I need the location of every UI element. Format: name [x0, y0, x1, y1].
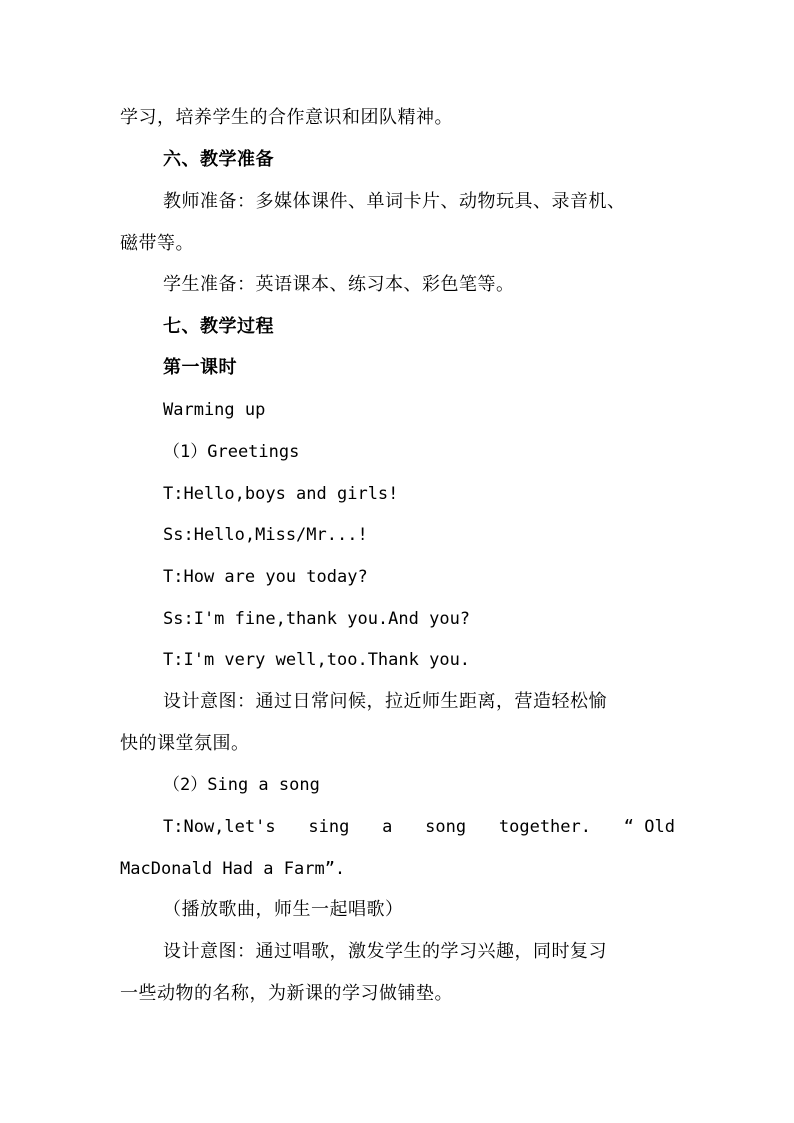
section-heading-process: 七、教学过程 [163, 316, 274, 337]
dialogue-line: Ss:I'm fine,thank you.And you? [163, 609, 471, 629]
design-intent-line: 一些动物的名称，为新课的学习做铺垫。 [120, 983, 453, 1004]
paragraph-line: 学习，培养学生的合作意识和团队精神。 [120, 107, 453, 128]
paragraph-line: 教师准备：多媒体课件、单词卡片、动物玩具、录音机、 [163, 191, 626, 212]
dialogue-line: MacDonald Had a Farm”. [120, 859, 346, 879]
dialogue-line: Ss:Hello,Miss/Mr...! [163, 525, 368, 545]
design-intent-line: 设计意图：通过唱歌，激发学生的学习兴趣，同时复习 [163, 941, 607, 962]
dialogue-line: T:How are you today? [163, 567, 368, 587]
activity-step: （2）Sing a song [163, 775, 320, 795]
song-line-word: a [382, 817, 393, 837]
paragraph-line: 磁带等。 [120, 233, 194, 254]
song-line-word: together. [498, 817, 591, 837]
activity-title: Warming up [163, 400, 266, 420]
dialogue-line: T:Hello,boys and girls! [163, 484, 399, 504]
activity-step: （1）Greetings [163, 442, 300, 462]
stage-direction: （播放歌曲，师生一起唱歌） [163, 899, 404, 920]
song-line-word: sing [308, 817, 350, 837]
design-intent-line: 快的课堂氛围。 [120, 733, 250, 754]
song-line-word: song [425, 817, 467, 837]
dialogue-line: T:I'm very well,too.Thank you. [163, 650, 471, 670]
section-heading-preparation: 六、教学准备 [163, 149, 274, 170]
paragraph-line: 学生准备：英语课本、练习本、彩色笔等。 [163, 274, 515, 295]
subsection-heading-lesson-one: 第一课时 [163, 357, 237, 378]
dialogue-line-justified [163, 815, 675, 839]
design-intent-line: 设计意图：通过日常问候，拉近师生距离，营造轻松愉 [163, 691, 607, 712]
song-line-word: T:Now,let's [163, 817, 276, 837]
song-line-word: “ Old [623, 817, 675, 837]
